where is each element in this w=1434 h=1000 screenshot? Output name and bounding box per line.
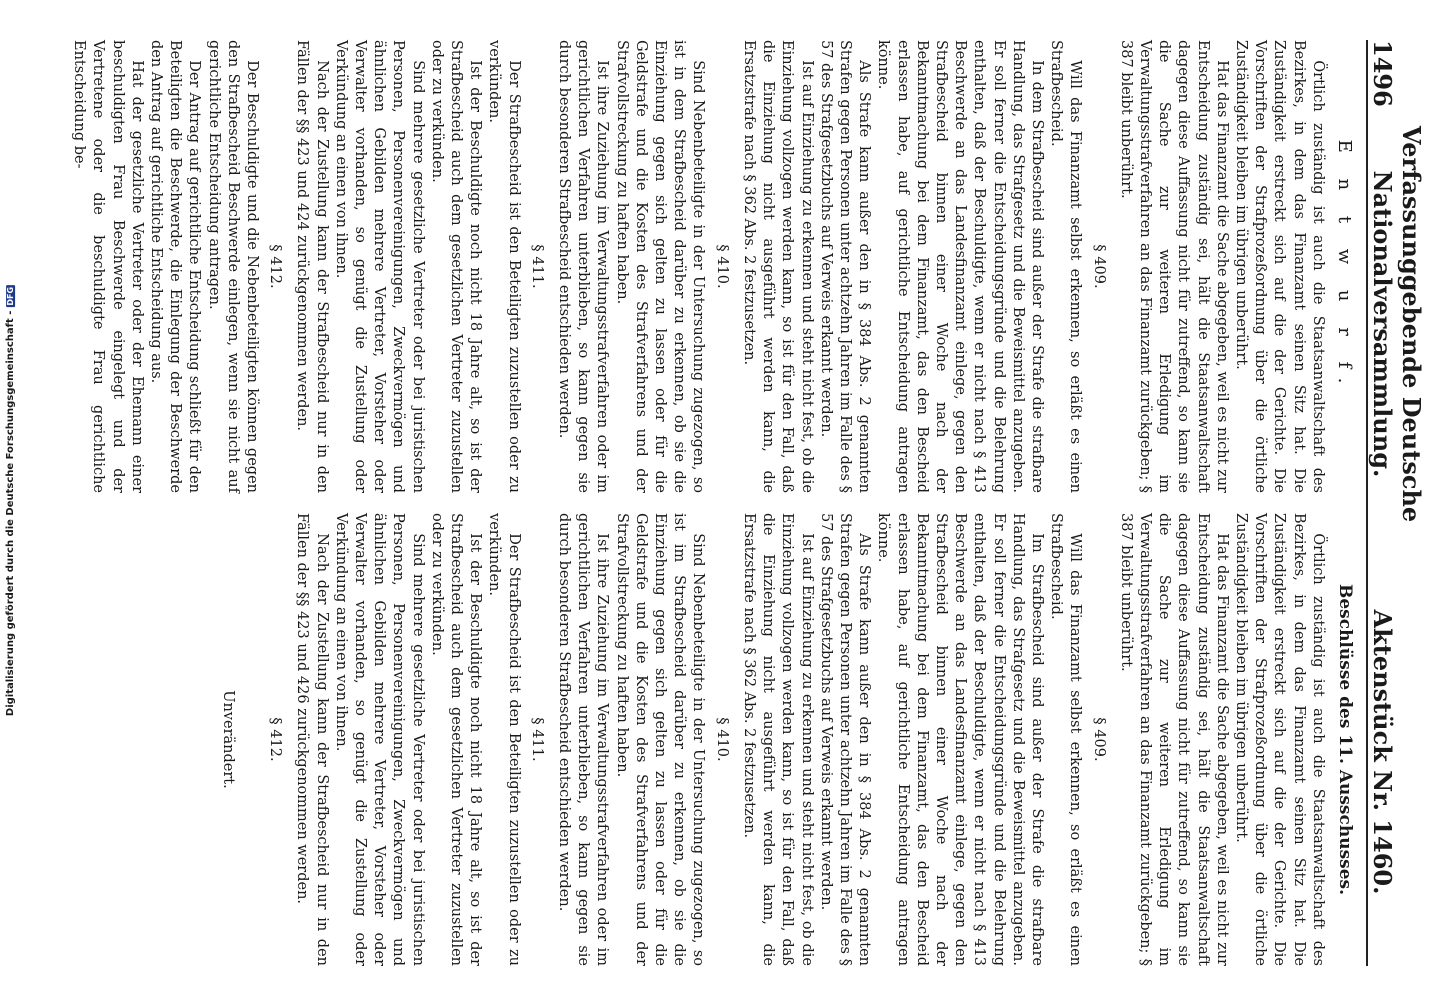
paragraph: In dem Strafbescheid sind außer der Strafe die strafbare Handlung, das Strafgesetz und die Beweismittel anzugeben. Er soll ferner die Entscheidungsgründe und die Belehrung enthalten, daß der Beschuldigte, wenn er nicht nach § 413 Beschwerde an das Landesfinanzamt einlege, gegen den Strafbescheid binnen einer Woche nach der Bekanntmachung bei dem Finanzamt, das den Bescheid erlassen habe, auf gerichtliche Entscheidung antragen könne. — [875, 40, 1045, 493]
paragraph: Will das Finanzamt selbst erkennen, so erläßt es einen Strafbescheid. — [1048, 40, 1084, 493]
paragraph: Ist auf Einziehung zu erkennen und steht nicht fest, ob die Einziehung vollzogen werden kann, so ist für den Fall, daß die Einziehung nicht ausgeführt werden kann, die Ersatzstrafe nach § 362 Abs. 2 festzusetzen. — [740, 40, 815, 493]
paragraph: Örtlich zuständig ist auch die Staatsanwaltschaft des Bezirkes, in dem das Finanzamt seinen Sitz hat. Die Zuständigkeit erstreckt sich auf die der Gerichte. Die Vorschriften der Strafprozeßordnung über die örtliche Zuständigkeit bleiben im übrigen unberührt. — [1232, 513, 1326, 966]
section-heading: § 409. — [1090, 717, 1107, 762]
header-document-number: Aktenstück Nr. 1460. — [1368, 609, 1397, 895]
paragraph: Der Strafbescheid ist den Beteiligten zuzustellen oder zu verkünden. — [486, 40, 522, 493]
paragraph: Ist der Beschuldigte noch nicht 18 Jahre alt, so ist der Strafbescheid auch dem gesetzlichen Vertreter zuzustellen oder zu verkünden. — [428, 513, 484, 966]
header-title: Verfassunggebende Deutsche Nationalversammlung. — [1368, 125, 1426, 523]
paragraph: Sind Nebenbeteiligte in der Untersuchung zugezogen, so ist im Strafbescheid darüber zu erkennen, ob sie die Einziehung gegen sich gelten zu lassen oder für die Geldstrafe und die Kosten des Strafverfahrens und der Strafvollstreckung zu haften haben. — [613, 513, 707, 966]
paragraph: Sind Nebenbeteiligte in der Untersuchung zugezogen, so ist in dem Strafbescheid darüber zu erkennen, ob sie die Einziehung gegen sich gelten zu lassen oder für die Geldstrafe und die Kosten des Strafverfahrens und der Strafvollstreckung zu haften haben. — [613, 40, 707, 493]
paragraph: Sind mehrere gesetzliche Vertreter oder bei juristischen Personen, Personenvereinigungen, Zweckvermögen und ähnlichen Gebilden mehrere Vertreter, Vorsteher oder Verwalter vorhanden, so genügt die Zustellung oder Verkündung an einen von ihnen. — [332, 40, 426, 493]
paragraph: Der Strafbescheid ist den Beteiligten zuzustellen oder zu verkünden. — [486, 513, 522, 966]
committee-column — [69, 513, 1358, 966]
page-header — [1366, 40, 1426, 966]
digitization-text: Digitalisierung gefördert durch die Deutsche Forschungsgemeinschaft - — [5, 310, 17, 716]
section-heading: § 412. — [267, 244, 284, 289]
paragraph: Hat der gesetzliche Vertreter oder der Ehemann einer beschuldigten Frau Beschwerde eingelegt und der Vertretene oder die beschuldigte Frau gerichtliche Entscheidung be- — [71, 40, 145, 493]
draft-column-title: E n t w u r f. — [1334, 139, 1355, 394]
paragraph: Als Strafe kann außer den in § 384 Abs. 2 genannten Strafen gegen Personen unter achtzehn Jahren im Falle des § 57 des Strafgesetzbuchs auf Verweis erkannt werden. — [817, 40, 873, 493]
digitization-note — [2, 0, 20, 1000]
draft-column — [69, 40, 1358, 493]
paragraph: Sind mehrere gesetzliche Vertreter oder bei juristischen Personen, Personenvereinigungen, Zweckvermögen und ähnlichen Gebilden mehrere Vertreter, Vorsteher oder Verwalter vorhanden, so genügt die Zustellung oder Verkündung an einen von ihnen. — [332, 513, 426, 966]
paragraph: Im Strafbescheid sind außer der Strafe die strafbare Handlung, das Strafgesetz und die Beweismittel anzugeben. Er soll ferner die Entscheidungsgründe und die Belehrung enthalten, daß der Beschuldigte, wenn er nicht nach § 413 Beschwerde an das Landesfinanzamt einlege, gegen den Strafbescheid binnen einer Woche nach der Bekanntmachung bei dem Finanzamt, das den Bescheid erlassen habe, auf gerichtliche Entscheidung antragen könne. — [875, 513, 1045, 966]
paragraph: Der Beschuldigte und die Nebenbeteiligten können gegen den Strafbescheid Beschwerde einlegen, wenn sie nicht auf gerichtliche Entscheidung antragen. — [205, 40, 261, 493]
paragraph: Ist der Beschuldigte noch nicht 18 Jahre alt, so ist der Strafbescheid auch dem gesetzlichen Vertreter zuzustellen oder zu verkünden. — [428, 40, 484, 493]
paragraph: Ist ihre Zuziehung im Verwaltungsstrafverfahren oder im gerichtlichen Verfahren unterblieben, so kann gegen sie durch besonderen Strafbescheid entschieden werden. — [556, 40, 611, 493]
section-heading: § 412. — [267, 717, 284, 762]
section-heading: § 411. — [528, 717, 545, 762]
paragraph: Örtlich zuständig ist auch die Staatsanwaltschaft des Bezirkes, in dem das Finanzamt seinen Sitz hat. Die Zuständigkeit erstreckt sich auf die der Gerichte. Die Vorschriften der Strafprozeßordnung über die örtliche Zuständigkeit bleiben im übrigen unberührt. — [1232, 40, 1326, 493]
paragraph: Ist ihre Zuziehung im Verwaltungsstrafverfahren oder im gerichtlichen Verfahren unterblieben, so kann gegen sie durch besonderen Strafbescheid entschieden werden. — [556, 513, 611, 966]
unchanged-note: Unverändert. — [220, 690, 237, 789]
paragraph: Als Strafe kann außer den in § 384 Abs. 2 genannten Strafen gegen Personen unter achtzehn Jahren im Falle des § 57 des Strafgesetzbuchs auf Verweis erkannt werden. — [817, 513, 873, 966]
paragraph: Nach der Zustellung kann der Strafbescheid nur in den Fällen der §§ 423 und 424 zurückgenommen werden. — [294, 40, 330, 493]
paragraph: Hat das Finanzamt die Sache abgegeben, weil es nicht zur Entscheidung zuständig sei, hält die Staatsanwaltschaft dagegen diese Auffassung nicht für zutreffend, so kann sie die Sache zur weiteren Erledigung im Verwaltungsstrafverfahren an das Finanzamt zurückgeben; § 387 bleibt unberührt. — [1117, 513, 1230, 966]
paragraph: Nach der Zustellung kann der Strafbescheid nur in den Fällen der §§ 423 und 426 zurückgenommen werden. — [294, 513, 330, 966]
section-heading: § 410. — [713, 717, 730, 762]
section-heading: § 410. — [713, 244, 730, 289]
paragraph: Ist auf Einziehung zu erkennen und steht nicht fest, ob die Einziehung vollzogen werden kann, so ist für den Fall, daß die Einziehung nicht ausgeführt werden kann, die Ersatzstrafe nach § 362 Abs. 2 festzusetzen. — [740, 513, 815, 966]
section-heading: § 409. — [1090, 244, 1107, 289]
paragraph: Hat das Finanzamt die Sache abgegeben, weil es nicht zur Entscheidung zuständig sei, hält die Staatsanwaltschaft dagegen diese Auffassung nicht für zutreffend, so kann sie die Sache zur weiteren Erledigung im Verwaltungsstrafverfahren an das Finanzamt zurückgeben; § 387 bleibt unberührt. — [1117, 40, 1230, 493]
page-number: 1496 — [1368, 40, 1397, 107]
dfg-logo: DFG — [6, 286, 16, 306]
paragraph: Der Antrag auf gerichtliche Entscheidung schließt für den Beteiligten die Beschwerde, die Einlegung der Beschwerde den Antrag auf gerichtliche Entscheidung aus. — [148, 40, 203, 493]
paragraph: Will das Finanzamt selbst erkennen, so erläßt es einen Strafbescheid. — [1048, 513, 1084, 966]
document-page — [22, 0, 1426, 1000]
section-heading: § 411. — [528, 244, 545, 289]
committee-column-title: Beschlüsse des 11. Ausschusses. — [1335, 583, 1355, 896]
